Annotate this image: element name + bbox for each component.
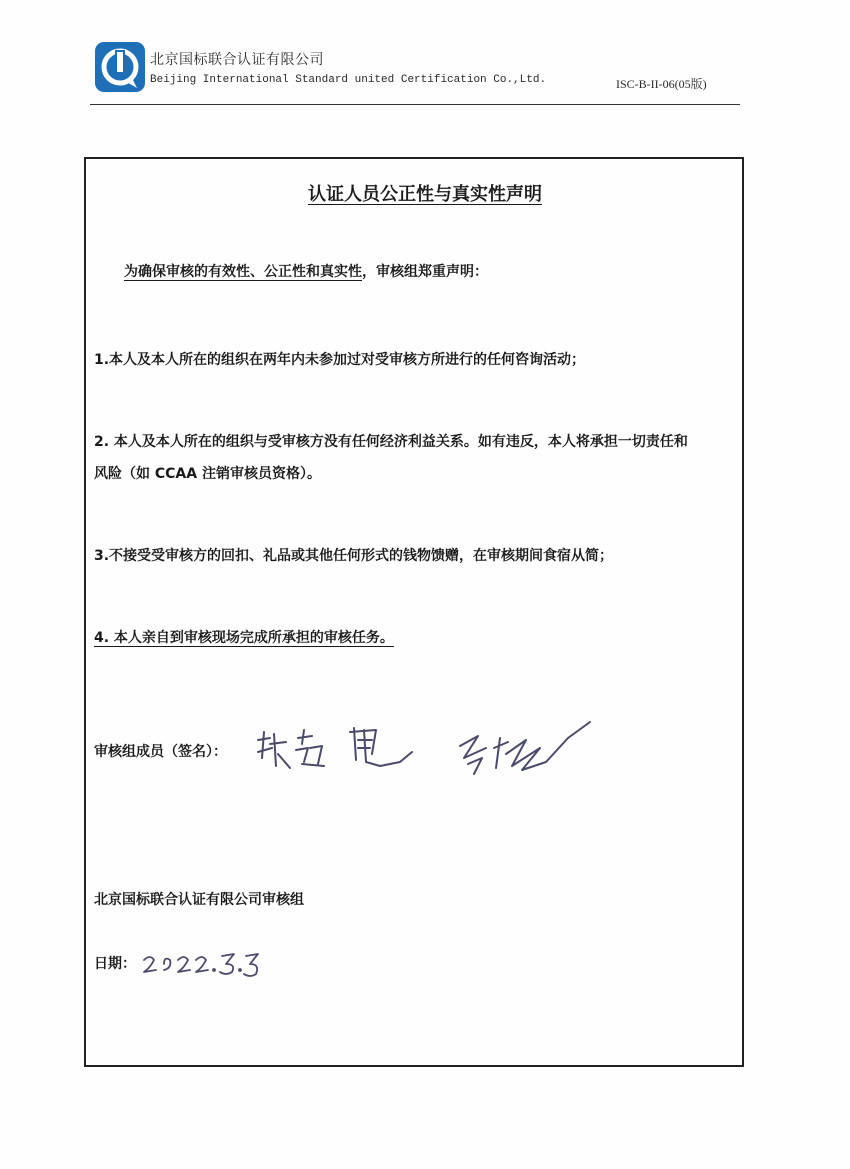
header-divider <box>90 104 740 105</box>
page-title <box>0 180 850 206</box>
clause-2-line-1: 2. 本人及本人所在的组织与受审核方没有任何经济利益关系。如有违反，本人将承担一切责任和 <box>94 434 688 450</box>
company-logo-icon <box>93 40 147 94</box>
company-name-cn: 北京国标联合认证有限公司 <box>150 52 324 68</box>
intro-rest: ，审核组郑重声明： <box>362 264 488 280</box>
clause-3: 3.不接受受审核方的回扣、礼品或其他任何形式的钱物馈赠，在审核期间食宿从简； <box>94 548 614 564</box>
date-label: 日期： <box>94 956 136 972</box>
intro-underlined: 为确保审核的有效性、公正性和真实性 <box>124 264 362 280</box>
declaration-frame <box>84 157 744 1067</box>
clause-4: 4. 本人亲自到审核现场完成所承担的审核任务。 <box>94 630 394 646</box>
signature-label: 审核组成员（签名）： <box>94 744 227 760</box>
title-text: 认证人员公正性与真实性声明 <box>308 184 542 205</box>
company-name-en: Beijing International Standard united Certification Co.,Ltd. <box>150 74 547 86</box>
handwritten-signatures <box>250 718 610 788</box>
auditing-organization: 北京国标联合认证有限公司审核组 <box>94 892 304 908</box>
document-code: ISC-B-II-06(05版) <box>616 77 707 91</box>
handwritten-date <box>140 946 270 982</box>
intro-statement <box>124 258 488 286</box>
clause-2-line-2: 风险（如 CCAA 注销审核员资格）。 <box>94 466 321 482</box>
clause-1: 1.本人及本人所在的组织在两年内未参加过对受审核方所进行的任何咨询活动； <box>94 352 586 368</box>
